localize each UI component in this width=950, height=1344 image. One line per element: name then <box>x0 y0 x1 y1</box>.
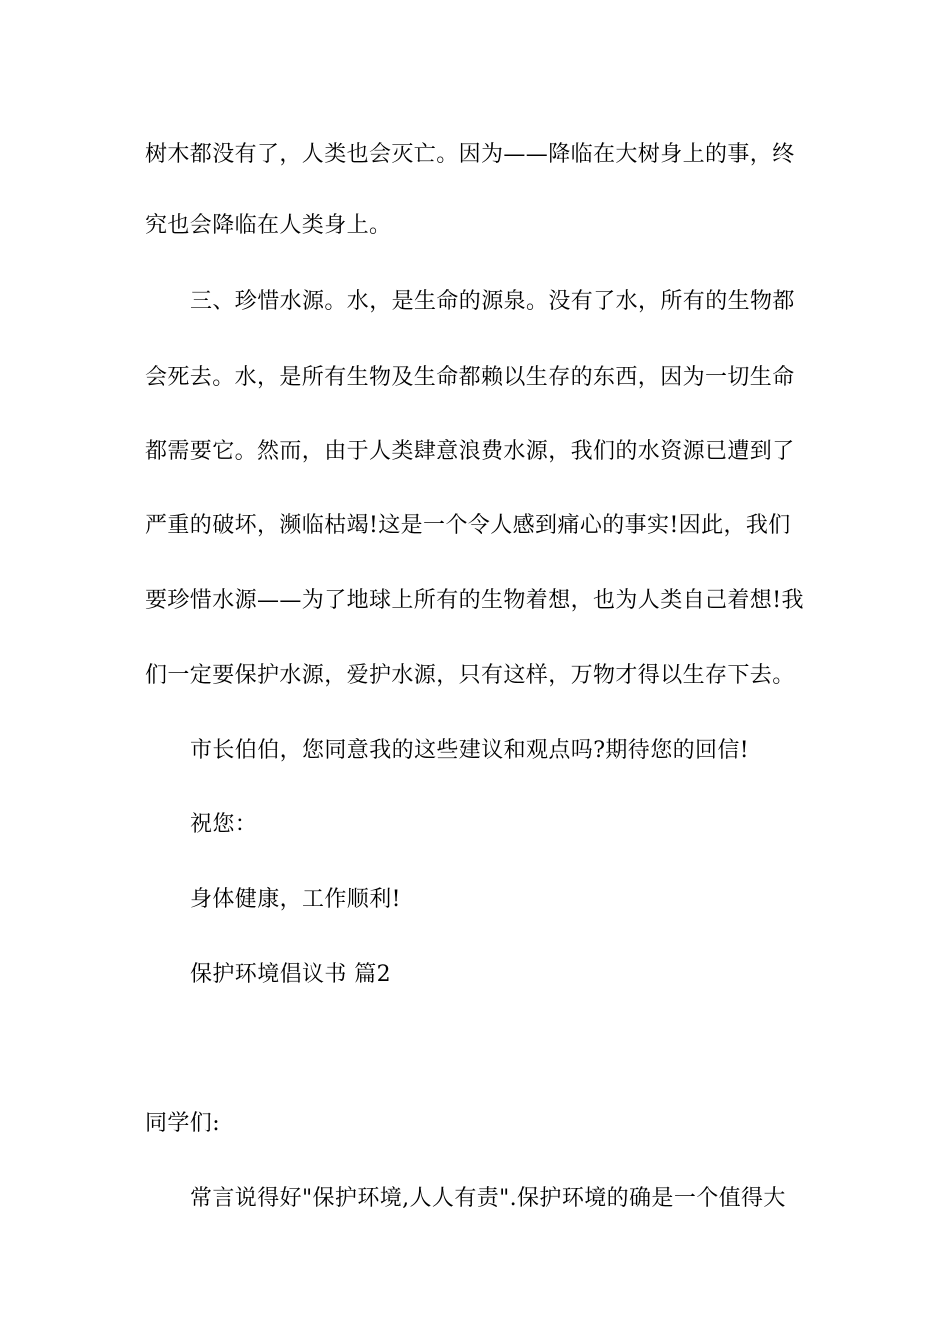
closing-line: 市长伯伯，您同意我的这些建议和观点吗?期待您的回信! <box>190 738 750 763</box>
greeting-line: 同学们: <box>145 1111 221 1136</box>
paragraph-line: 究也会降临在人类身上。 <box>145 213 392 238</box>
section-heading: 保护环境倡议书 篇2 <box>190 962 391 987</box>
wishes-line: 身体健康，工作顺利! <box>190 887 401 912</box>
paragraph-line: 都需要它。然而，由于人类肆意浪费水源，我们的水资源已遭到了 <box>145 439 795 464</box>
paragraph-line: 会死去。水，是所有生物及生命都赖以生存的东西，因为一切生命 <box>145 365 795 390</box>
paragraph-line: 三、珍惜水源。水，是生命的源泉。没有了水，所有的生物都 <box>190 289 795 314</box>
paragraph-line: 们一定要保护水源，爱护水源，只有这样，万物才得以生存下去。 <box>145 663 795 688</box>
paragraph-line: 树木都没有了，人类也会灭亡。因为——降临在大树身上的事，终 <box>145 142 795 167</box>
salutation-line: 祝您： <box>190 812 258 837</box>
paragraph-line: 要珍惜水源——为了地球上所有的生物着想，也为人类自己着想!我 <box>145 588 804 613</box>
paragraph-line: 常言说得好"保护环境,人人有责".保护环境的确是一个值得大 <box>190 1186 786 1211</box>
paragraph-line: 严重的破坏，濒临枯竭!这是一个令人感到痛心的事实!因此，我们 <box>145 513 791 538</box>
